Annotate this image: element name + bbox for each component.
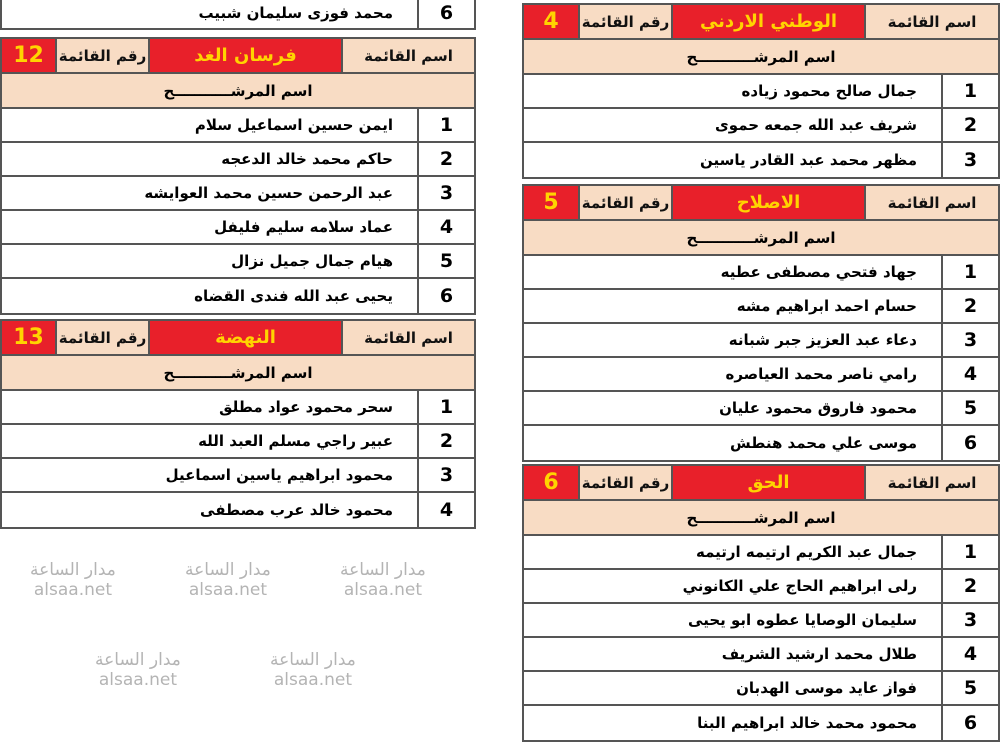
candidate-name-header: اسم المرشـــــــــــح: [524, 221, 998, 256]
list-number-label: رقم القائمة: [578, 5, 671, 38]
candidate-name: رلى ابراهيم الحاج علي الكانوني: [682, 577, 917, 595]
list-number: 13: [2, 321, 55, 354]
candidate-number: 1: [417, 109, 474, 141]
candidate-number: 3: [941, 604, 998, 636]
list-header: [2, 39, 474, 74]
candidate-name: طلال محمد ارشيد الشريف: [721, 645, 917, 663]
candidate-row: [2, 109, 474, 143]
candidate-name: محمود خالد عرب مصطفى: [200, 501, 393, 519]
watermark: [30, 560, 116, 600]
candidate-number: 2: [941, 570, 998, 602]
watermark-arabic: مدار الساعة: [30, 560, 116, 580]
candidate-row: [524, 604, 998, 638]
watermark-latin: alsaa.net: [33, 580, 112, 600]
candidate-row: [524, 672, 998, 706]
candidate-number: 1: [941, 75, 998, 107]
candidate-name: حسام احمد ابراهيم مشه: [736, 297, 917, 315]
list-name-label: اسم القائمة: [864, 5, 998, 38]
candidate-row: [2, 177, 474, 211]
list-header: [524, 186, 998, 221]
list-number: 4: [524, 5, 578, 38]
list-name-label: اسم القائمة: [864, 466, 998, 499]
candidate-number: 1: [417, 391, 474, 423]
candidate-number: 1: [941, 536, 998, 568]
candidate-name: فواز عايد موسى الهدبان: [736, 679, 917, 697]
candidate-number: 4: [417, 493, 474, 527]
watermark-arabic: مدار الساعة: [340, 560, 426, 580]
list-number-label: رقم القائمة: [55, 321, 148, 354]
candidate-name: يحيى عبد الله فندى القضاه: [194, 287, 393, 305]
candidate-row: [524, 256, 998, 290]
list-number-label: رقم القائمة: [55, 39, 148, 72]
list-name: فرسان الغد: [148, 39, 341, 72]
list-table-4: [522, 3, 1000, 179]
watermark-latin: alsaa.net: [273, 670, 352, 690]
list-name: الوطني الاردني: [671, 5, 864, 38]
candidate-row: [524, 536, 998, 570]
candidate-name: دعاء عبد العزيز جبر شبانه: [728, 331, 917, 349]
list-header: [524, 466, 998, 501]
candidate-row: [524, 324, 998, 358]
candidate-row: [2, 279, 474, 313]
candidate-row: [524, 143, 998, 177]
candidate-name: حاكم محمد خالد الدعجه: [221, 150, 393, 168]
candidate-name: موسى علي محمد هنطش: [730, 434, 917, 452]
list-number-label: رقم القائمة: [578, 186, 671, 219]
candidate-number: 4: [941, 638, 998, 670]
candidate-name: عماد سلامه سليم فليفل: [214, 218, 393, 236]
candidate-row: [524, 706, 998, 740]
candidate-name: عبير راجي مسلم العبد الله: [198, 432, 393, 450]
list-name-label: اسم القائمة: [864, 186, 998, 219]
candidate-name: سحر محمود عواد مطلق: [219, 398, 393, 416]
partial-table-row: [0, 0, 476, 30]
candidate-name: جمال صالح محمود زياده: [741, 82, 917, 100]
watermark-latin: alsaa.net: [188, 580, 267, 600]
candidate-number: 4: [417, 211, 474, 243]
candidate-name: محمد فوزى سليمان شبيب: [198, 4, 393, 22]
watermark: [270, 650, 356, 690]
candidate-number: 2: [941, 290, 998, 322]
list-table-5: [522, 184, 1000, 462]
candidate-row: [2, 425, 474, 459]
candidate-name: عبد الرحمن حسين محمد العوايشه: [144, 184, 393, 202]
list-table-12: [0, 37, 476, 315]
watermark: [95, 650, 181, 690]
candidate-number: 2: [417, 425, 474, 457]
candidate-name-header: اسم المرشـــــــــــح: [2, 74, 474, 109]
list-header: [524, 5, 998, 40]
candidate-row: [2, 391, 474, 425]
candidate-row: [524, 638, 998, 672]
candidate-number: 5: [417, 245, 474, 277]
candidate-number: 6: [417, 0, 474, 28]
candidate-row: [2, 493, 474, 527]
candidate-name-header: اسم المرشـــــــــــح: [524, 501, 998, 536]
candidate-row: [2, 143, 474, 177]
candidate-name: محمود ابراهيم ياسين اسماعيل: [165, 466, 393, 484]
candidate-number: 4: [941, 358, 998, 390]
candidate-row: [2, 245, 474, 279]
candidate-number: 2: [941, 109, 998, 141]
candidate-row: [524, 358, 998, 392]
list-name-label: اسم القائمة: [341, 321, 474, 354]
list-name: الاصلاح: [671, 186, 864, 219]
watermark: [340, 560, 426, 600]
list-name: النهضة: [148, 321, 341, 354]
candidate-name: سليمان الوصايا عطوه ابو يحيى: [688, 611, 917, 629]
candidate-name: محمود محمد خالد ابراهيم البنا: [697, 714, 917, 732]
list-number-label: رقم القائمة: [578, 466, 671, 499]
watermark: [185, 560, 271, 600]
candidate-number: 5: [941, 392, 998, 424]
list-number: 5: [524, 186, 578, 219]
candidate-name: مظهر محمد عبد القادر ياسين: [699, 151, 917, 169]
candidate-number: 3: [417, 177, 474, 209]
candidate-number: 3: [941, 143, 998, 177]
candidate-name: رامي ناصر محمد العياصره: [725, 365, 917, 383]
list-number: 12: [2, 39, 55, 72]
watermark-latin: alsaa.net: [343, 580, 422, 600]
candidate-name-header: اسم المرشـــــــــــح: [2, 356, 474, 391]
list-table-13: [0, 319, 476, 529]
watermark-arabic: مدار الساعة: [270, 650, 356, 670]
candidate-row: [2, 211, 474, 245]
candidate-name: جمال عبد الكريم ارتيمه ارتيمه: [695, 543, 917, 561]
list-number: 6: [524, 466, 578, 499]
candidate-number: 6: [941, 426, 998, 460]
candidate-name: هيام جمال جميل نزال: [231, 252, 393, 270]
candidate-row: [2, 459, 474, 493]
candidate-row: [524, 392, 998, 426]
candidate-number: 3: [941, 324, 998, 356]
watermark-arabic: مدار الساعة: [95, 650, 181, 670]
candidate-name: ايمن حسين اسماعيل سلام: [194, 116, 393, 134]
candidate-name: محمود فاروق محمود عليان: [719, 399, 917, 417]
candidate-number: 5: [941, 672, 998, 704]
watermark-latin: alsaa.net: [98, 670, 177, 690]
list-name: الحق: [671, 466, 864, 499]
candidate-number: 1: [941, 256, 998, 288]
candidate-name: جهاد فتحي مصطفى عطيه: [720, 263, 917, 281]
candidate-number: 3: [417, 459, 474, 491]
list-name-label: اسم القائمة: [341, 39, 474, 72]
watermark-arabic: مدار الساعة: [185, 560, 271, 580]
list-header: [2, 321, 474, 356]
candidate-row: [524, 75, 998, 109]
candidate-name: شريف عبد الله جمعه حموى: [715, 116, 917, 134]
candidate-number: 6: [417, 279, 474, 313]
candidate-row: [524, 426, 998, 460]
candidate-row: [524, 570, 998, 604]
candidate-row: [524, 109, 998, 143]
candidate-number: 6: [941, 706, 998, 740]
candidate-row: [524, 290, 998, 324]
list-table-6: [522, 464, 1000, 742]
candidate-name-header: اسم المرشـــــــــــح: [524, 40, 998, 75]
candidate-number: 2: [417, 143, 474, 175]
